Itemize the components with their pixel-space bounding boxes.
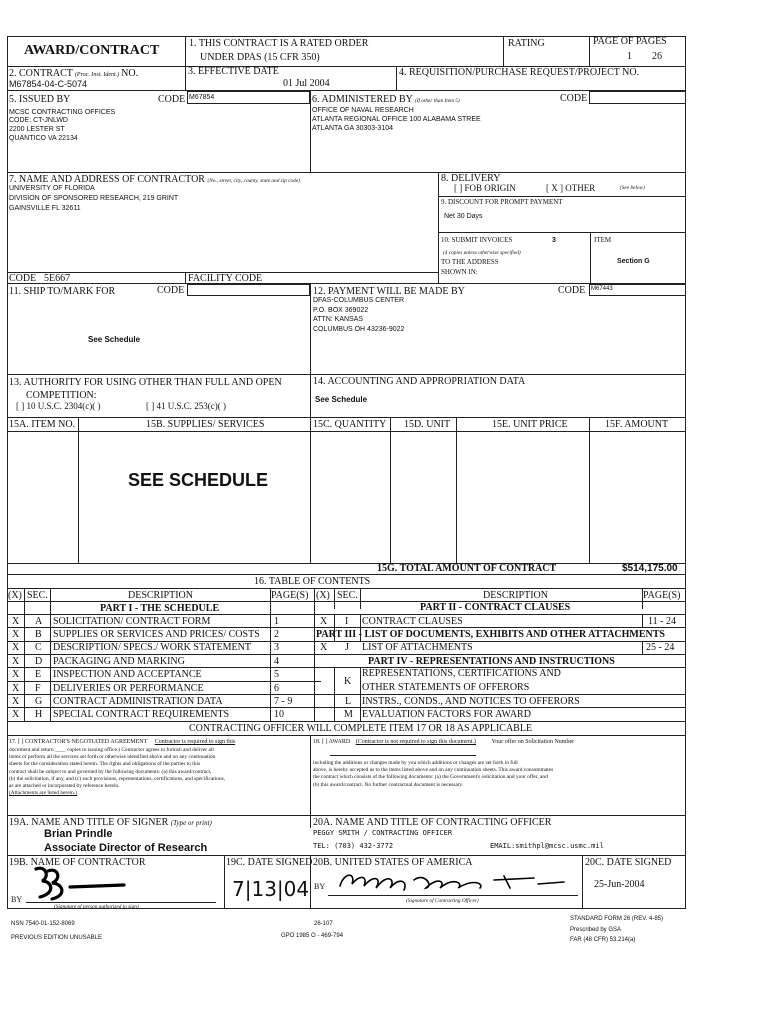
divider (7, 283, 686, 284)
toc-desc-header: DESCRIPTION (483, 590, 549, 601)
toc-row-x: X (12, 709, 20, 720)
issued-by-code: M67854 (189, 94, 215, 101)
toc-row-sec: L (345, 696, 352, 707)
contracting-officer-name: PEGGY SMITH / CONTRACTING OFFICER (313, 829, 453, 837)
divider (7, 574, 686, 575)
col-supplies: 15B. SUPPLIES/ SERVICES (146, 419, 265, 430)
delivery-label: 8. DELIVERY (441, 173, 501, 184)
contractor-line: GAINSVILLE FL 32611 (9, 205, 81, 212)
payment-line: P.O. BOX 369022 (313, 307, 369, 314)
toc-sec-header: SEC. (27, 590, 48, 601)
toc-row-desc: OTHER STATEMENTS OF OFFERORS (362, 682, 530, 693)
toc-row-x: X (320, 616, 328, 627)
dpas-label: UNDER DPAS (15 CFR 350) (200, 52, 320, 63)
toc-row-pages: 25 - 24 (646, 642, 675, 653)
negotiated-agreement-text: document and return ____ copies to issuing office.) Contractor agrees to furnish and deliver all items or perform all the services set forth or otherwise identified above and on any continuation sheets for the consideration stated herein. The rights and obligations of the parties to this contract shall be subject to and governed by the following documents: (a) this award/contract, (b) the solicitation, if any, and (c) such provisions, representations, certifications, and specifications, as are attached or incorporated by reference herein. (Attachments are listed herein.) (9, 747, 226, 797)
toc-row-pages: 1 (274, 616, 279, 627)
submit-invoices-label: 10. SUBMIT INVOICES (441, 236, 513, 244)
divider (185, 66, 186, 90)
divider (582, 855, 583, 909)
divider (7, 721, 686, 722)
toc-part-3: PART III - LIST OF DOCUMENTS, EXHIBITS AND OTHER ATTACHMENTS (316, 629, 665, 640)
toc-row-sec: B (35, 629, 42, 640)
total-pages: 26 (652, 51, 662, 62)
administered-by-line: OFFICE OF NAVAL RESEARCH (312, 107, 414, 114)
fob-origin-option: [ ] FOB ORIGIN (454, 183, 516, 193)
signer-name-label: 19A. NAME AND TITLE OF SIGNER (Type or print) (9, 817, 212, 828)
divider (7, 374, 686, 375)
col-amount: 15F. AMOUNT (605, 419, 669, 430)
solicitation-number-line (330, 755, 476, 756)
toc-row-x: X (12, 669, 20, 680)
divider (642, 641, 643, 654)
divider (310, 283, 311, 374)
toc-row-desc: SUPPLIES OR SERVICES AND PRICES/ COSTS (53, 629, 260, 640)
toc-row-desc: EVALUATION FACTORS FOR AWARD (362, 709, 531, 720)
accounting-label: 14. ACCOUNTING AND APPROPRIATION DATA (313, 376, 526, 387)
ship-to-code-box (187, 284, 310, 296)
payment-line: ATTN: KANSAS (313, 316, 364, 323)
contractor-code-label: CODE (9, 273, 37, 284)
invoice-copies-note: (4 copies unless otherwise specified) (443, 250, 521, 256)
divider (7, 601, 686, 602)
invoice-item-label: ITEM (594, 236, 612, 244)
col-item-no: 15A. ITEM NO. (9, 419, 76, 430)
discount-label: 9. DISCOUNT FOR PROMPT PAYMENT (441, 198, 563, 206)
toc-row-x: X (12, 616, 20, 627)
toc-row-x: X (320, 642, 328, 653)
footer-standard-form: STANDARD FORM 26 (REV. 4-85) (570, 916, 664, 922)
divider (590, 232, 591, 283)
invoice-shown-in-label: SHOWN IN: (441, 268, 478, 276)
rated-order-label: 1. THIS CONTRACT IS A RATED ORDER (189, 38, 369, 49)
toc-row-pages: 6 (274, 683, 279, 694)
toc-part-4: PART IV - REPRESENTATIONS AND INSTRUCTIONS (368, 656, 615, 667)
divider (7, 588, 686, 589)
invoice-item-value: Section G (617, 258, 650, 265)
award-head: 18. [ ] AWARD (Contractor is not required to sign this document.) Your offer on Solicitation Number (313, 739, 575, 745)
administered-by-line: ATLANTA GA 30303-3104 (312, 125, 394, 132)
divider (390, 417, 391, 563)
contracting-officer-tel: TEL: (703) 432-3772 (313, 842, 394, 850)
divider (78, 417, 79, 563)
toc-row-desc: INSTRS., CONDS., AND NOTICES TO OFFERORS (362, 696, 580, 707)
toc-row-pages: 4 (274, 656, 279, 667)
footer-prescribed-by: Prescribed by GSA (570, 927, 622, 933)
signer-name: Brian Prindle (44, 828, 113, 840)
divider (7, 90, 686, 91)
divider (7, 627, 686, 628)
toc-pages-header: PAGE(S) (271, 590, 309, 601)
toc-row-desc: REPRESENTATIONS, CERTIFICATIONS AND (362, 668, 561, 679)
invoice-copies: 3 (552, 237, 556, 244)
contract-no-value: M67854-04-C-5074 (9, 79, 88, 89)
items-body: SEE SCHEDULE (128, 470, 269, 490)
competition-label: COMPETITION: (26, 390, 97, 401)
payment-label: 12. PAYMENT WILL BE MADE BY (313, 286, 465, 297)
administered-by-code-label: CODE (560, 93, 588, 104)
toc-row-desc: CONTRACT ADMINISTRATION DATA (53, 696, 223, 707)
co-complete-note: CONTRACTING OFFICER WILL COMPLETE ITEM 17 OR 18 AS APPLICABLE (189, 723, 533, 734)
toc-row-desc: CONTRACT CLAUSES (362, 616, 463, 627)
divider (456, 417, 457, 563)
toc-row-sec: A (35, 616, 43, 627)
col-unit-price: 15E. UNIT PRICE (492, 419, 568, 430)
divider (185, 272, 186, 283)
issued-by-line: 2200 LESTER ST (9, 126, 65, 133)
footer-gpo: GPO 1985 O - 469-794 (281, 933, 344, 939)
contractor-line: UNIVERSITY OF FLORIDA (9, 185, 95, 192)
accounting-value: See Schedule (315, 395, 368, 404)
payment-line: DFAS-COLUMBUS CENTER (313, 297, 405, 304)
divider (224, 855, 225, 909)
effective-date-value: 01 Jul 2004 (283, 78, 330, 89)
divider (7, 815, 686, 816)
toc-pages-header: PAGE(S) (643, 590, 681, 601)
divider (438, 232, 686, 233)
issued-by-line: CODE: CT-JNLWD (9, 117, 68, 124)
divider (360, 588, 361, 609)
divider (310, 374, 311, 417)
toc-row-sec: H (35, 709, 43, 720)
co-by-label: BY (314, 882, 326, 891)
toc-part-2: PART II - CONTRACT CLAUSES (420, 602, 571, 613)
administered-by-label: 6. ADMINISTERED BY (If other than Item 5) (312, 94, 460, 105)
authority-label: 13. AUTHORITY FOR USING OTHER THAN FULL AND OPEN (9, 377, 282, 388)
usa-label: 20B. UNITED STATES OF AMERICA (313, 857, 473, 868)
authority-option-10usc: [ ] 10 U.S.C. 2304(c)( ) (16, 401, 101, 411)
toc-title: 16. TABLE OF CONTENTS (254, 576, 371, 587)
toc-sec-header: SEC. (337, 590, 358, 601)
issued-by-line: MCSC CONTRACTING OFFICES (9, 109, 116, 116)
co-date-signed: 25-Jun-2004 (594, 879, 645, 890)
divider (7, 855, 686, 856)
issued-by-code-label: CODE (158, 94, 186, 105)
award-text: including the additions or changes made by you which additions or changes are set forth in full above, is hereby accepted as to the items listed above and on any continuation sheets. This award consummates the contract which consists of the following documents: (a) the Government's solicitation and your offer, and (b) this award/contract. No further contractual document is necessary. (313, 760, 554, 788)
co-signature-caption: (Signature of Contracting Officer) (406, 898, 479, 904)
footer-previous-edition: PREVIOUS EDITION UNUSABLE (11, 935, 103, 941)
col-unit: 15D. UNIT (404, 419, 451, 430)
divider (438, 196, 686, 197)
ship-to-code-label: CODE (157, 285, 185, 296)
form-title: AWARD/CONTRACT (24, 43, 160, 58)
payment-line: COLUMBUS OH 43236-9022 (313, 326, 405, 333)
administered-by-line: ATLANTA REGIONAL OFFICE 100 ALABAMA STREE (312, 116, 481, 123)
toc-row-sec: C (35, 642, 42, 653)
total-amount-value: $514,175.00 (622, 563, 678, 574)
toc-row-pages: 10 (274, 709, 284, 720)
toc-row-sec: I (345, 616, 349, 627)
contractor-date-signed-label: 19C. DATE SIGNED (226, 857, 313, 868)
col-quantity: 15C. QUANTITY (313, 419, 387, 430)
toc-row-x: X (12, 683, 20, 694)
ship-to-value: See Schedule (88, 335, 141, 344)
toc-row-x: X (12, 629, 20, 640)
divider (589, 36, 590, 66)
toc-row-pages: 11 - 24 (648, 616, 676, 627)
facility-code-label: FACILITY CODE (188, 273, 263, 284)
toc-row-pages: 5 (274, 669, 279, 680)
discount-value: Net 30 Days (444, 213, 483, 220)
toc-row-desc: LIST OF ATTACHMENTS (362, 642, 473, 653)
toc-row-sec: G (35, 696, 43, 707)
divider (7, 563, 686, 564)
toc-row-desc: DESCRIPTION/ SPECS./ WORK STATEMENT (53, 642, 251, 653)
toc-row-x: X (12, 656, 20, 667)
page-number: 1 (627, 51, 632, 62)
toc-part-1: PART I - THE SCHEDULE (100, 603, 220, 614)
invoice-address-label: TO THE ADDRESS (441, 258, 499, 266)
authority-option-41usc: [ ] 41 U.S.C. 253(c)( ) (146, 401, 226, 411)
toc-row-pages: 7 - 9 (274, 696, 293, 707)
divider (334, 588, 335, 609)
contract-no-label: 2. CONTRACT (Proc. Inst. Ident.) NO. (9, 68, 139, 79)
divider (7, 707, 686, 708)
contracting-officer-email: EMAIL:smithpl@mcsc.usmc.mil (490, 842, 604, 850)
toc-row-sec: D (35, 656, 43, 667)
administered-by-code-box (589, 91, 686, 104)
total-amount-label: 15G. TOTAL AMOUNT OF CONTRACT (377, 563, 557, 574)
payment-code-label: CODE (558, 285, 586, 296)
co-signature (334, 866, 574, 896)
page-of-pages-label: PAGE OF PAGES (593, 36, 667, 47)
toc-x-header: (X) (316, 590, 330, 601)
contractor-date-signed: 7|13|04 (232, 877, 310, 901)
toc-desc-header: DESCRIPTION (128, 590, 194, 601)
toc-row-desc: DELIVERIES OR PERFORMANCE (53, 683, 204, 694)
divider (438, 172, 439, 283)
signer-title: Associate Director of Research (44, 842, 208, 854)
negotiated-agreement-head: 17. [ ] CONTRACTOR'S NEGOTIATED AGREEMENT Contractor is required to sign this (9, 739, 236, 745)
contractor-label: 7. NAME AND ADDRESS OF CONTRACTOR (No., street, city, county, state and zip code) (9, 174, 300, 185)
contractor-signature-caption: (Signature of person authorized to sign) (54, 904, 139, 910)
contractor-signature (28, 863, 148, 903)
divider (7, 654, 686, 655)
footer-nsn: NSN 7540-01-152-8069 (11, 921, 75, 927)
footer-far: FAR (48 CFR) 53.214(a) (570, 937, 636, 943)
divider (310, 90, 311, 172)
toc-row-x: X (12, 642, 20, 653)
toc-row-pages: 3 (274, 642, 279, 653)
contractor-code: 5E667 (44, 273, 71, 284)
toc-row-pages: 2 (274, 629, 279, 640)
contractor-by-label: BY (11, 895, 23, 904)
toc-row-desc: SPECIAL CONTRACT REQUIREMENTS (53, 709, 230, 720)
toc-row-x: X (12, 696, 20, 707)
requisition-label: 4. REQUISITION/PURCHASE REQUEST/PROJECT NO. (399, 67, 640, 78)
divider (642, 614, 643, 627)
toc-row-desc: SOLICITATION/ CONTRACT FORM (53, 616, 211, 627)
divider (396, 66, 397, 90)
contractor-name-label: 19B. NAME OF CONTRACTOR (9, 857, 146, 868)
toc-row-sec: J (345, 642, 349, 653)
divider (7, 172, 686, 173)
effective-date-label: 3. EFFECTIVE DATE (188, 66, 279, 77)
co-date-signed-label: 20C. DATE SIGNED (585, 857, 672, 868)
contracting-officer-label: 20A. NAME AND TITLE OF CONTRACTING OFFICER (313, 817, 552, 828)
divider (7, 681, 321, 682)
divider (185, 36, 186, 66)
divider (7, 667, 686, 668)
toc-row-desc: INSPECTION AND ACCEPTANCE (53, 669, 202, 680)
issued-by-line: QUANTICO VA 22134 (9, 135, 78, 142)
toc-row-sec: F (35, 683, 41, 694)
divider (7, 417, 686, 418)
toc-row-sec: K (344, 676, 352, 687)
toc-x-header: (X) (8, 590, 22, 601)
divider (310, 417, 311, 563)
divider (7, 735, 686, 736)
toc-row-sec: M (344, 709, 353, 720)
divider (589, 417, 590, 563)
payment-code: M67443 (591, 286, 613, 292)
other-option-note: (See below) (620, 185, 645, 191)
contractor-line: DIVISION OF SPONSORED RESEARCH, 219 GRINT (9, 195, 179, 202)
divider (503, 36, 504, 66)
divider (7, 614, 686, 615)
footer-form-number: 26-107 (314, 921, 333, 927)
other-option: [ X ] OTHER (546, 183, 596, 193)
divider (7, 694, 686, 695)
ship-to-label: 11. SHIP TO/MARK FOR (9, 286, 116, 297)
divider (7, 431, 686, 432)
rating-label: RATING (508, 38, 545, 49)
toc-row-sec: E (35, 669, 42, 680)
toc-row-desc: PACKAGING AND MARKING (53, 656, 185, 667)
issued-by-label: 5. ISSUED BY (9, 94, 71, 105)
